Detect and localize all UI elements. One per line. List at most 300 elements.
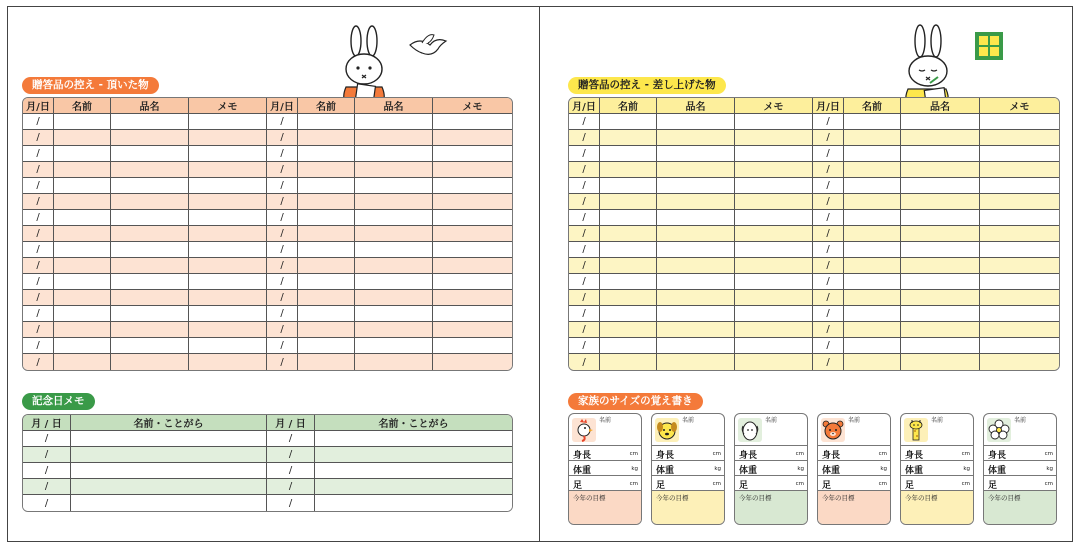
entry-cell[interactable] [980, 242, 1059, 258]
entry-cell[interactable] [657, 114, 735, 130]
entry-cell[interactable] [298, 210, 355, 226]
date-cell[interactable]: / [23, 226, 54, 242]
entry-cell[interactable] [189, 146, 267, 162]
date-cell[interactable]: / [23, 322, 54, 338]
date-cell[interactable]: / [813, 322, 844, 338]
weight-row[interactable] [652, 461, 724, 476]
entry-cell[interactable] [657, 146, 735, 162]
entry-cell[interactable] [111, 226, 189, 242]
date-cell[interactable]: / [23, 162, 54, 178]
entry-cell[interactable] [189, 226, 267, 242]
entry-cell[interactable] [433, 114, 512, 130]
entry-cell[interactable] [735, 306, 813, 322]
entry-cell[interactable] [298, 322, 355, 338]
entry-cell[interactable] [111, 258, 189, 274]
entry-cell[interactable] [189, 274, 267, 290]
entry-cell[interactable] [111, 178, 189, 194]
date-cell[interactable]: / [23, 306, 54, 322]
entry-cell[interactable] [54, 114, 111, 130]
entry-cell[interactable] [844, 210, 901, 226]
date-cell[interactable]: / [569, 290, 600, 306]
entry-cell[interactable] [735, 338, 813, 354]
entry-cell[interactable] [901, 146, 980, 162]
foot-row[interactable] [652, 476, 724, 491]
entry-cell[interactable] [298, 338, 355, 354]
date-cell[interactable]: / [267, 447, 315, 463]
entry-cell[interactable] [298, 226, 355, 242]
entry-cell[interactable] [657, 338, 735, 354]
entry-cell[interactable] [735, 242, 813, 258]
date-cell[interactable]: / [23, 274, 54, 290]
entry-cell[interactable] [298, 146, 355, 162]
height-unit: cm [629, 451, 638, 457]
date-cell[interactable]: / [569, 354, 600, 370]
date-cell[interactable]: / [267, 194, 298, 210]
entry-cell[interactable] [657, 274, 735, 290]
date-cell[interactable]: / [267, 338, 298, 354]
entry-cell[interactable] [600, 146, 657, 162]
entry-cell[interactable] [71, 463, 267, 479]
entry-cell[interactable] [355, 226, 433, 242]
entry-cell[interactable] [298, 114, 355, 130]
entry-cell[interactable] [980, 194, 1059, 210]
entry-cell[interactable] [298, 258, 355, 274]
entry-cell[interactable] [54, 178, 111, 194]
entry-cell[interactable] [980, 210, 1059, 226]
date-cell[interactable]: / [813, 258, 844, 274]
entry-cell[interactable] [355, 130, 433, 146]
entry-cell[interactable] [355, 354, 433, 370]
date-cell[interactable]: / [569, 322, 600, 338]
entry-cell[interactable] [901, 274, 980, 290]
entry-cell[interactable] [600, 210, 657, 226]
entry-cell[interactable] [54, 290, 111, 306]
entry-cell[interactable] [844, 146, 901, 162]
entry-cell[interactable] [54, 194, 111, 210]
entry-cell[interactable] [844, 242, 901, 258]
date-cell[interactable]: / [23, 114, 54, 130]
foot-row[interactable] [984, 476, 1056, 491]
entry-cell[interactable] [111, 194, 189, 210]
entry-cell[interactable] [54, 274, 111, 290]
entry-cell[interactable] [657, 178, 735, 194]
entry-cell[interactable] [735, 162, 813, 178]
entry-cell[interactable] [111, 306, 189, 322]
entry-cell[interactable] [111, 274, 189, 290]
entry-cell[interactable] [844, 258, 901, 274]
date-cell[interactable]: / [23, 210, 54, 226]
entry-cell[interactable] [980, 338, 1059, 354]
entry-cell[interactable] [189, 130, 267, 146]
date-cell[interactable]: / [23, 130, 54, 146]
entry-cell[interactable] [189, 210, 267, 226]
entry-cell[interactable] [735, 290, 813, 306]
entry-cell[interactable] [657, 130, 735, 146]
entry-cell[interactable] [111, 210, 189, 226]
entry-cell[interactable] [189, 338, 267, 354]
table-row [23, 447, 512, 463]
entry-cell[interactable] [355, 162, 433, 178]
entry-cell[interactable] [600, 114, 657, 130]
entry-cell[interactable] [111, 354, 189, 370]
height-row[interactable] [984, 446, 1056, 461]
height-row[interactable] [735, 446, 807, 461]
date-cell[interactable]: / [813, 178, 844, 194]
entry-cell[interactable] [735, 354, 813, 370]
date-cell[interactable]: / [813, 354, 844, 370]
date-cell[interactable]: / [23, 431, 71, 447]
entry-cell[interactable] [71, 431, 267, 447]
entry-cell[interactable] [980, 290, 1059, 306]
entry-cell[interactable] [600, 194, 657, 210]
entry-cell[interactable] [189, 114, 267, 130]
date-cell[interactable]: / [23, 242, 54, 258]
entry-cell[interactable] [901, 290, 980, 306]
date-cell[interactable]: / [267, 322, 298, 338]
entry-cell[interactable] [355, 258, 433, 274]
date-cell[interactable]: / [23, 447, 71, 463]
foot-row[interactable] [818, 476, 890, 491]
entry-cell[interactable] [901, 210, 980, 226]
entry-cell[interactable] [71, 479, 267, 495]
date-cell[interactable]: / [23, 354, 54, 370]
entry-cell[interactable] [54, 162, 111, 178]
entry-cell[interactable] [657, 226, 735, 242]
date-cell[interactable]: / [569, 338, 600, 354]
entry-cell[interactable] [980, 226, 1059, 242]
entry-cell[interactable] [189, 258, 267, 274]
entry-cell[interactable] [111, 338, 189, 354]
entry-cell[interactable] [735, 114, 813, 130]
entry-cell[interactable] [111, 242, 189, 258]
entry-cell[interactable] [600, 258, 657, 274]
entry-cell[interactable] [71, 495, 267, 511]
entry-cell[interactable] [600, 322, 657, 338]
date-cell[interactable]: / [813, 194, 844, 210]
date-cell[interactable]: / [813, 290, 844, 306]
entry-cell[interactable] [298, 194, 355, 210]
weight-row[interactable] [901, 461, 973, 476]
entry-cell[interactable] [735, 146, 813, 162]
entry-cell[interactable] [657, 194, 735, 210]
entry-cell[interactable] [111, 290, 189, 306]
date-cell[interactable]: / [23, 178, 54, 194]
entry-cell[interactable] [433, 338, 512, 354]
entry-cell[interactable] [600, 338, 657, 354]
entry-cell[interactable] [600, 290, 657, 306]
entry-cell[interactable] [111, 322, 189, 338]
entry-cell[interactable] [355, 210, 433, 226]
entry-cell[interactable] [901, 114, 980, 130]
date-cell[interactable]: / [569, 258, 600, 274]
entry-cell[interactable] [600, 306, 657, 322]
weight-row[interactable] [735, 461, 807, 476]
date-cell[interactable]: / [267, 479, 315, 495]
date-cell[interactable]: / [813, 338, 844, 354]
entry-cell[interactable] [901, 130, 980, 146]
entry-cell[interactable] [298, 242, 355, 258]
date-cell[interactable]: / [813, 114, 844, 130]
entry-cell[interactable] [735, 130, 813, 146]
entry-cell[interactable] [844, 338, 901, 354]
entry-cell[interactable] [189, 322, 267, 338]
entry-cell[interactable] [980, 114, 1059, 130]
entry-cell[interactable] [315, 463, 512, 479]
entry-cell[interactable] [298, 130, 355, 146]
date-cell[interactable]: / [267, 258, 298, 274]
entry-cell[interactable] [980, 178, 1059, 194]
entry-cell[interactable] [657, 162, 735, 178]
entry-cell[interactable] [844, 114, 901, 130]
entry-cell[interactable] [54, 130, 111, 146]
date-cell[interactable]: / [569, 178, 600, 194]
date-cell[interactable]: / [813, 130, 844, 146]
date-cell[interactable]: / [267, 274, 298, 290]
entry-cell[interactable] [901, 162, 980, 178]
entry-cell[interactable] [433, 306, 512, 322]
entry-cell[interactable] [901, 178, 980, 194]
entry-cell[interactable] [735, 210, 813, 226]
entry-cell[interactable] [600, 130, 657, 146]
entry-cell[interactable] [298, 274, 355, 290]
date-cell[interactable]: / [23, 146, 54, 162]
entry-cell[interactable] [844, 322, 901, 338]
entry-cell[interactable] [298, 354, 355, 370]
entry-cell[interactable] [980, 322, 1059, 338]
entry-cell[interactable] [433, 178, 512, 194]
entry-cell[interactable] [600, 274, 657, 290]
entry-cell[interactable] [600, 242, 657, 258]
entry-cell[interactable] [844, 194, 901, 210]
date-cell[interactable]: / [267, 162, 298, 178]
weight-row[interactable] [569, 461, 641, 476]
date-cell[interactable]: / [267, 463, 315, 479]
date-cell[interactable]: / [813, 226, 844, 242]
entry-cell[interactable] [433, 146, 512, 162]
entry-cell[interactable] [844, 226, 901, 242]
goal-label: 今年の目標 [739, 494, 772, 502]
date-cell[interactable]: / [569, 162, 600, 178]
entry-cell[interactable] [844, 130, 901, 146]
entry-cell[interactable] [901, 242, 980, 258]
entry-cell[interactable] [433, 258, 512, 274]
entry-cell[interactable] [189, 162, 267, 178]
entry-cell[interactable] [901, 226, 980, 242]
height-row[interactable] [818, 446, 890, 461]
date-cell[interactable]: / [23, 338, 54, 354]
entry-cell[interactable] [355, 242, 433, 258]
entry-cell[interactable] [735, 178, 813, 194]
entry-cell[interactable] [980, 130, 1059, 146]
entry-cell[interactable] [355, 114, 433, 130]
entry-cell[interactable] [980, 162, 1059, 178]
entry-cell[interactable] [980, 258, 1059, 274]
entry-cell[interactable] [189, 194, 267, 210]
date-cell[interactable]: / [23, 194, 54, 210]
date-cell[interactable]: / [23, 290, 54, 306]
entry-cell[interactable] [189, 178, 267, 194]
date-cell[interactable]: / [267, 210, 298, 226]
entry-cell[interactable] [355, 194, 433, 210]
entry-cell[interactable] [735, 274, 813, 290]
entry-cell[interactable] [901, 306, 980, 322]
entry-cell[interactable] [315, 431, 512, 447]
entry-cell[interactable] [657, 258, 735, 274]
entry-cell[interactable] [189, 306, 267, 322]
date-cell[interactable]: / [23, 479, 71, 495]
entry-cell[interactable] [433, 162, 512, 178]
entry-cell[interactable] [657, 322, 735, 338]
entry-cell[interactable] [844, 354, 901, 370]
entry-cell[interactable] [735, 258, 813, 274]
date-cell[interactable]: / [267, 226, 298, 242]
entry-cell[interactable] [111, 114, 189, 130]
entry-cell[interactable] [735, 322, 813, 338]
date-cell[interactable]: / [569, 130, 600, 146]
entry-cell[interactable] [355, 178, 433, 194]
entry-cell[interactable] [111, 162, 189, 178]
entry-cell[interactable] [433, 242, 512, 258]
date-cell[interactable]: / [23, 258, 54, 274]
entry-cell[interactable] [844, 178, 901, 194]
entry-cell[interactable] [844, 306, 901, 322]
entry-cell[interactable] [54, 306, 111, 322]
entry-cell[interactable] [600, 162, 657, 178]
entry-cell[interactable] [901, 354, 980, 370]
foot-row[interactable] [735, 476, 807, 491]
entry-cell[interactable] [298, 290, 355, 306]
entry-cell[interactable] [71, 447, 267, 463]
entry-cell[interactable] [54, 226, 111, 242]
date-cell[interactable]: / [267, 290, 298, 306]
entry-cell[interactable] [355, 322, 433, 338]
entry-cell[interactable] [111, 146, 189, 162]
date-cell[interactable]: / [267, 178, 298, 194]
date-cell[interactable]: / [813, 306, 844, 322]
date-cell[interactable]: / [813, 146, 844, 162]
entry-cell[interactable] [54, 258, 111, 274]
foot-row[interactable] [569, 476, 641, 491]
entry-cell[interactable] [54, 338, 111, 354]
entry-cell[interactable] [298, 178, 355, 194]
date-cell[interactable]: / [569, 194, 600, 210]
entry-cell[interactable] [600, 226, 657, 242]
entry-cell[interactable] [298, 162, 355, 178]
entry-cell[interactable] [657, 306, 735, 322]
entry-cell[interactable] [433, 354, 512, 370]
entry-cell[interactable] [901, 322, 980, 338]
date-cell[interactable]: / [813, 210, 844, 226]
height-row[interactable] [652, 446, 724, 461]
date-cell[interactable]: / [569, 274, 600, 290]
entry-cell[interactable] [433, 226, 512, 242]
entry-cell[interactable] [355, 306, 433, 322]
entry-cell[interactable] [54, 210, 111, 226]
date-cell[interactable]: / [569, 306, 600, 322]
date-cell[interactable]: / [267, 495, 315, 511]
height-unit: cm [878, 451, 887, 457]
height-row[interactable] [901, 446, 973, 461]
date-cell[interactable]: / [813, 274, 844, 290]
entry-cell[interactable] [433, 322, 512, 338]
entry-cell[interactable] [901, 338, 980, 354]
entry-cell[interactable] [355, 338, 433, 354]
entry-cell[interactable] [433, 210, 512, 226]
entry-cell[interactable] [54, 146, 111, 162]
date-cell[interactable]: / [569, 146, 600, 162]
entry-cell[interactable] [844, 274, 901, 290]
entry-cell[interactable] [901, 258, 980, 274]
date-cell[interactable]: / [267, 431, 315, 447]
entry-cell[interactable] [433, 130, 512, 146]
entry-cell[interactable] [433, 274, 512, 290]
date-cell[interactable]: / [267, 130, 298, 146]
entry-cell[interactable] [657, 210, 735, 226]
weight-row[interactable] [818, 461, 890, 476]
entry-cell[interactable] [657, 242, 735, 258]
entry-cell[interactable] [54, 242, 111, 258]
entry-cell[interactable] [189, 354, 267, 370]
entry-cell[interactable] [355, 146, 433, 162]
entry-cell[interactable] [735, 194, 813, 210]
date-cell[interactable]: / [267, 114, 298, 130]
entry-cell[interactable] [844, 290, 901, 306]
entry-cell[interactable] [433, 194, 512, 210]
entry-cell[interactable] [315, 479, 512, 495]
table-row [23, 146, 512, 162]
weight-row[interactable] [984, 461, 1056, 476]
entry-cell[interactable] [111, 130, 189, 146]
date-cell[interactable]: / [813, 162, 844, 178]
entry-cell[interactable] [980, 354, 1059, 370]
date-cell[interactable]: / [569, 210, 600, 226]
entry-cell[interactable] [600, 178, 657, 194]
entry-cell[interactable] [657, 290, 735, 306]
entry-cell[interactable] [315, 495, 512, 511]
date-cell[interactable]: / [267, 354, 298, 370]
date-cell[interactable]: / [23, 463, 71, 479]
entry-cell[interactable] [657, 354, 735, 370]
entry-cell[interactable] [735, 226, 813, 242]
entry-cell[interactable] [189, 242, 267, 258]
entry-cell[interactable] [844, 162, 901, 178]
date-cell[interactable]: / [569, 226, 600, 242]
date-cell[interactable]: / [569, 114, 600, 130]
date-cell[interactable]: / [267, 306, 298, 322]
entry-cell[interactable] [298, 306, 355, 322]
date-cell[interactable]: / [23, 495, 71, 511]
entry-cell[interactable] [433, 290, 512, 306]
foot-row[interactable] [901, 476, 973, 491]
entry-cell[interactable] [600, 354, 657, 370]
date-cell[interactable]: / [267, 242, 298, 258]
date-cell[interactable]: / [569, 242, 600, 258]
entry-cell[interactable] [980, 146, 1059, 162]
entry-cell[interactable] [980, 274, 1059, 290]
entry-cell[interactable] [355, 274, 433, 290]
entry-cell[interactable] [901, 194, 980, 210]
date-cell[interactable]: / [813, 242, 844, 258]
entry-cell[interactable] [54, 322, 111, 338]
date-cell[interactable]: / [267, 146, 298, 162]
height-row[interactable] [569, 446, 641, 461]
entry-cell[interactable] [315, 447, 512, 463]
entry-cell[interactable] [980, 306, 1059, 322]
entry-cell[interactable] [54, 354, 111, 370]
entry-cell[interactable] [189, 290, 267, 306]
col-name-event: 名前・ことがら [315, 415, 512, 431]
entry-cell[interactable] [355, 290, 433, 306]
